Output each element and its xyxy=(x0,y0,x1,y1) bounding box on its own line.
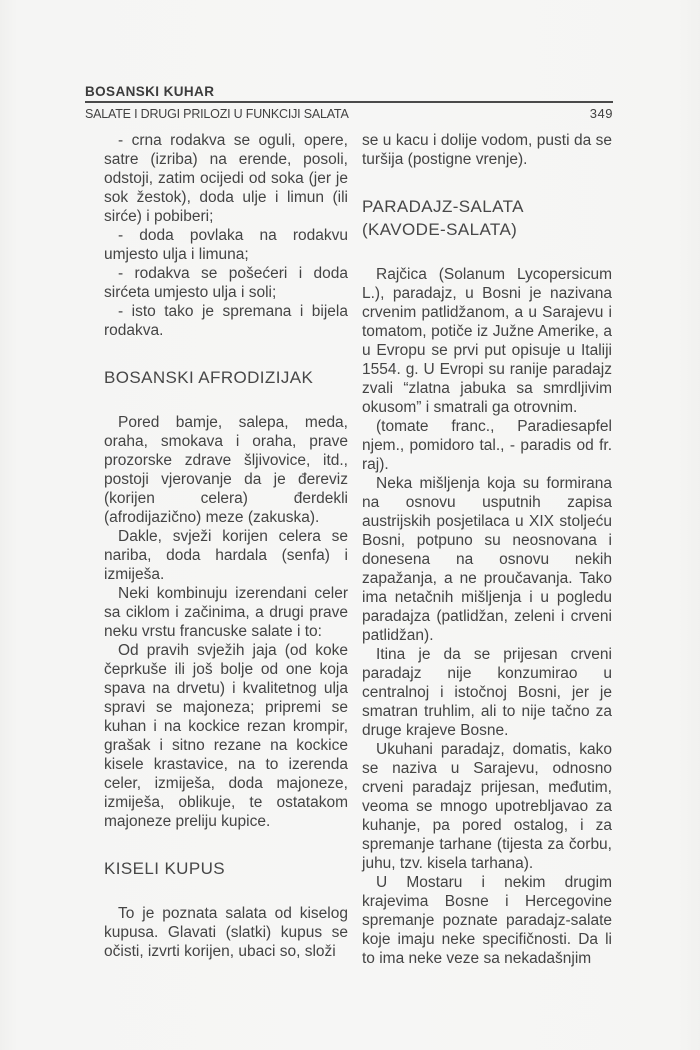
paragraph-afrodizijak-4: Od pravih svježih jaja (od koke čeprkuše ili još bolje od one koja spava na drvetu) i kvalitetnog ulja spravi se majoneza; pripremi se kuhan i na kockice rezan krompir, grašak i sitno rezane na kockice kisele krastavice, na to izerenda celer, izmiješa, doda majoneze, izmiješa, oblikuje, te ostatakom majoneze preliju kupice. xyxy=(104,642,348,830)
list-item-bijela-rodakva: - isto tako je spremana i bijela rodakva. xyxy=(104,303,348,339)
chapter-title: SALATE I DRUGI PRILOZI U FUNKCIJI SALATA xyxy=(85,107,349,121)
section-heading-bosanski-afrodizijak: BOSANSKI AFRODIZIJAK xyxy=(104,368,314,387)
paragraph-afrodizijak-2: Dakle, svježi korijen celera se nariba, doda hardala (senfa) i izmiješa. xyxy=(104,528,348,583)
paragraph-kiseli-kupus: To je poznata salata od kiselog kupusa. Glavati (slatki) kupus se očisti, izvrti korijen, ubaci so, složi xyxy=(104,905,348,960)
book-title: BOSANSKI KUHAR xyxy=(85,84,215,99)
header-rule xyxy=(85,101,613,103)
paragraph-afrodizijak-1: Pored bamje, salepa, meda, oraha, smokava i oraha, prave prozorske zdrave šljivovice, itd., postoji vjerovanje da je đereviz (korijen celera) đerdekli (afrodijazično) meze (zakuska). xyxy=(104,414,348,526)
page-number: 349 xyxy=(589,106,613,121)
left-column xyxy=(104,131,348,961)
page-header xyxy=(85,84,613,121)
paragraph-paradajz-4: Itina je da se prijesan crveni paradajz nije konzumirao u centralnoj i istočnoj Bosni, jer je smatran truhlim, ali to nije tačno za druge krajeve Bosne. xyxy=(362,646,612,739)
right-column xyxy=(362,131,612,968)
section-heading-paradajz-salata: PARADAJZ-SALATA (KAVODE-SALATA) xyxy=(362,197,523,239)
paragraph-paradajz-6: U Mostaru i nekim drugim krajevima Bosne i Hercegovine spremanje poznate paradajz-salate koje imaju neke specifičnosti. Da li to ima neke veze sa nekadašnjim xyxy=(362,874,612,967)
paragraph-continuation-kiseli-kupus: se u kacu i dolije vodom, pusti da se turšija (postigne vrenje). xyxy=(362,132,612,168)
section-heading-kiseli-kupus: KISELI KUPUS xyxy=(104,859,226,878)
header-row xyxy=(85,106,613,121)
list-item-povlaka: - doda povlaka na rodakvu umjesto ulja i limuna; xyxy=(104,227,348,263)
paragraph-afrodizijak-3: Neki kombinuju izerendani celer sa ciklom i začinima, a drugi prave neku vrstu francuske salate i to: xyxy=(104,585,348,640)
list-item-crna-rodakva: - crna rodakva se oguli, opere, satre (izriba) na erende, posoli, odstoji, zatim ocijedi od soka (jer je sok žestok), doda ulje i limun (ili sirće) i pobiberi; xyxy=(104,132,348,225)
paragraph-paradajz-2: (tomate franc., Paradiesapfel njem., pomidoro tal., - paradis od fr. raj). xyxy=(362,418,612,473)
paragraph-paradajz-3: Neka mišljenja koja su formirana na osnovu usputnih zapisa austrijskih posjetilaca u XIX stoljeću Bosni, potpuno su neosnovana i donesena na osnovu nekih zapažanja, a ne proučavanja. Tako ima netačnih mišljenja i u pogledu paradajza (patlidžan, zeleni i crveni patlidžan). xyxy=(362,475,612,644)
list-item-posecerena-rodakva: - rodakva se pošećeri i doda sirćeta umjesto ulja i soli; xyxy=(104,265,348,301)
paragraph-paradajz-5: Ukuhani paradajz, domatis, kako se naziva u Sarajevu, odnosno crveni paradajz prijesan, međutim, veoma se mnogo upotrebljavao za kuhanje, pa pored ostalog, i za spremanje tarhane (tijesta za čorbu, juhu, tzv. kisela tarhana). xyxy=(362,741,612,872)
paragraph-paradajz-1: Rajčica (Solanum Lycopersicum L.), paradajz, u Bosni je nazivana crvenim patlidžanom, a u Sarajevu i tomatom, potiče iz Južne Amerike, a u Evropu se prvi put opisuje u Italiji 1554. g. U Evropi su ranije paradajz zvali “zlatna jabuka sa smrdljivim okusom” i smatrali ga otrovnim. xyxy=(362,266,612,416)
